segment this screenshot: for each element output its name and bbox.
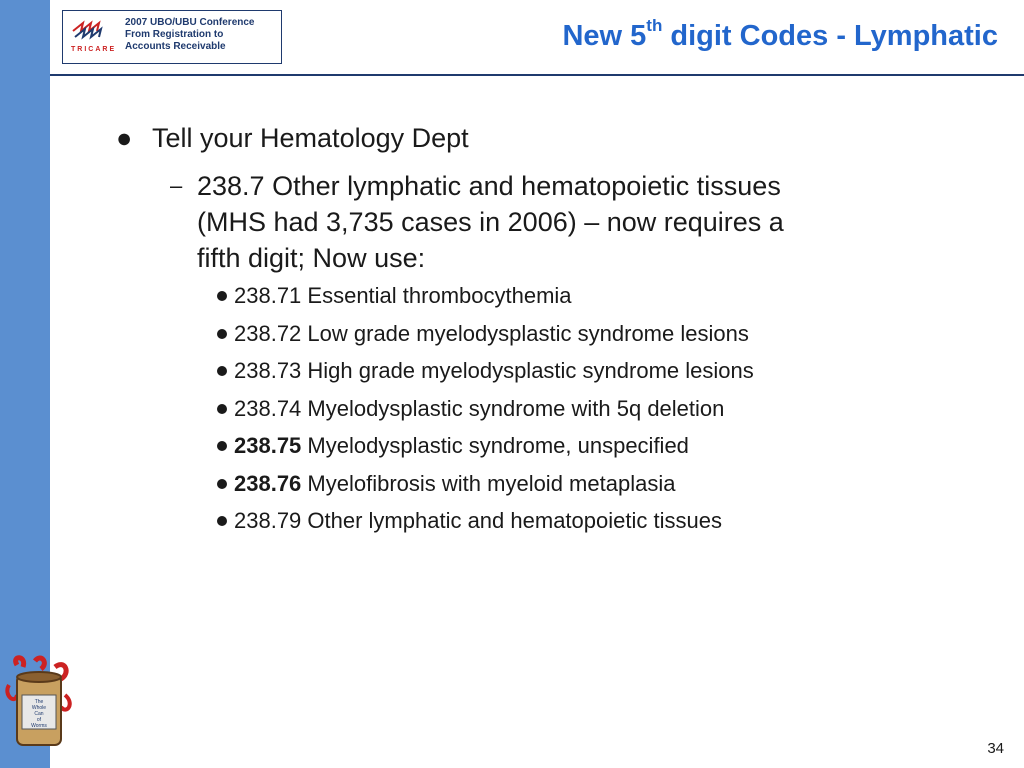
bullet-dot-icon bbox=[217, 479, 227, 489]
logo-line-1: 2007 UBO/UBU Conference bbox=[125, 17, 255, 28]
title-rest: digit Codes - Lymphatic bbox=[662, 20, 998, 52]
code-description: Myelodysplastic syndrome, unspecified bbox=[301, 433, 689, 458]
logo-line-2: From Registration to bbox=[125, 29, 224, 40]
can-label-4: of bbox=[36, 717, 42, 723]
logo-line-3: Accounts Receivable bbox=[125, 41, 226, 52]
code-description: Myelodysplastic syndrome with 5q deletion bbox=[301, 395, 725, 421]
code-number: 238.74 bbox=[234, 395, 302, 421]
bullet-dot-icon bbox=[217, 516, 227, 526]
dash-icon: – bbox=[170, 173, 183, 198]
code-description: Low grade myelodysplastic syndrome lesions bbox=[301, 320, 749, 346]
level2-line-1: 238.7 Other lymphatic and hematopoietic tissues bbox=[197, 171, 781, 201]
can-label-1: The bbox=[34, 699, 44, 705]
code-description: Other lymphatic and hematopoietic tissues bbox=[301, 508, 722, 533]
bullet-dot-icon bbox=[217, 291, 227, 301]
code-list-item bbox=[217, 283, 572, 309]
code-list-item bbox=[217, 358, 754, 384]
can-of-worms-icon bbox=[5, 655, 75, 750]
code-number: 238.72 bbox=[234, 320, 302, 346]
title-main: New 5 bbox=[562, 20, 647, 52]
bullet-level1-text: Tell your Hematology Dept bbox=[152, 123, 469, 153]
can-label-5: Worms bbox=[31, 723, 47, 729]
code-list-item bbox=[217, 321, 749, 347]
can-label-3: Can bbox=[34, 711, 44, 717]
title-superscript: th bbox=[646, 16, 663, 35]
code-number: 238.76 bbox=[234, 470, 302, 496]
bullet-dot-icon bbox=[217, 366, 227, 376]
level2-line-2: (MHS had 3,735 cases in 2006) – now requires a bbox=[197, 207, 784, 237]
bullet-dot-icon bbox=[217, 441, 227, 451]
page-number: 34 bbox=[987, 740, 1004, 757]
tricare-wordmark: TRICARE bbox=[71, 46, 117, 53]
code-list-item bbox=[217, 433, 689, 459]
can-label-2: Whole bbox=[31, 705, 47, 711]
code-number: 238.71 bbox=[234, 283, 302, 308]
code-number: 238.79 bbox=[234, 508, 302, 533]
code-list-item bbox=[217, 396, 724, 422]
code-list-item bbox=[217, 471, 675, 497]
bullet-dot-icon bbox=[217, 329, 227, 339]
code-number: 238.75 bbox=[234, 433, 302, 458]
code-number: 238.73 bbox=[234, 358, 302, 383]
level2-line-3: fifth digit; Now use: bbox=[197, 243, 426, 273]
bullet-icon: ● bbox=[116, 123, 133, 153]
bullet-dot-icon bbox=[217, 404, 227, 414]
code-description: Myelofibrosis with myeloid metaplasia bbox=[301, 470, 676, 496]
code-description: Essential thrombocythemia bbox=[301, 283, 572, 308]
code-list-item bbox=[217, 508, 722, 534]
code-description: High grade myelodysplastic syndrome lesions bbox=[301, 358, 754, 383]
